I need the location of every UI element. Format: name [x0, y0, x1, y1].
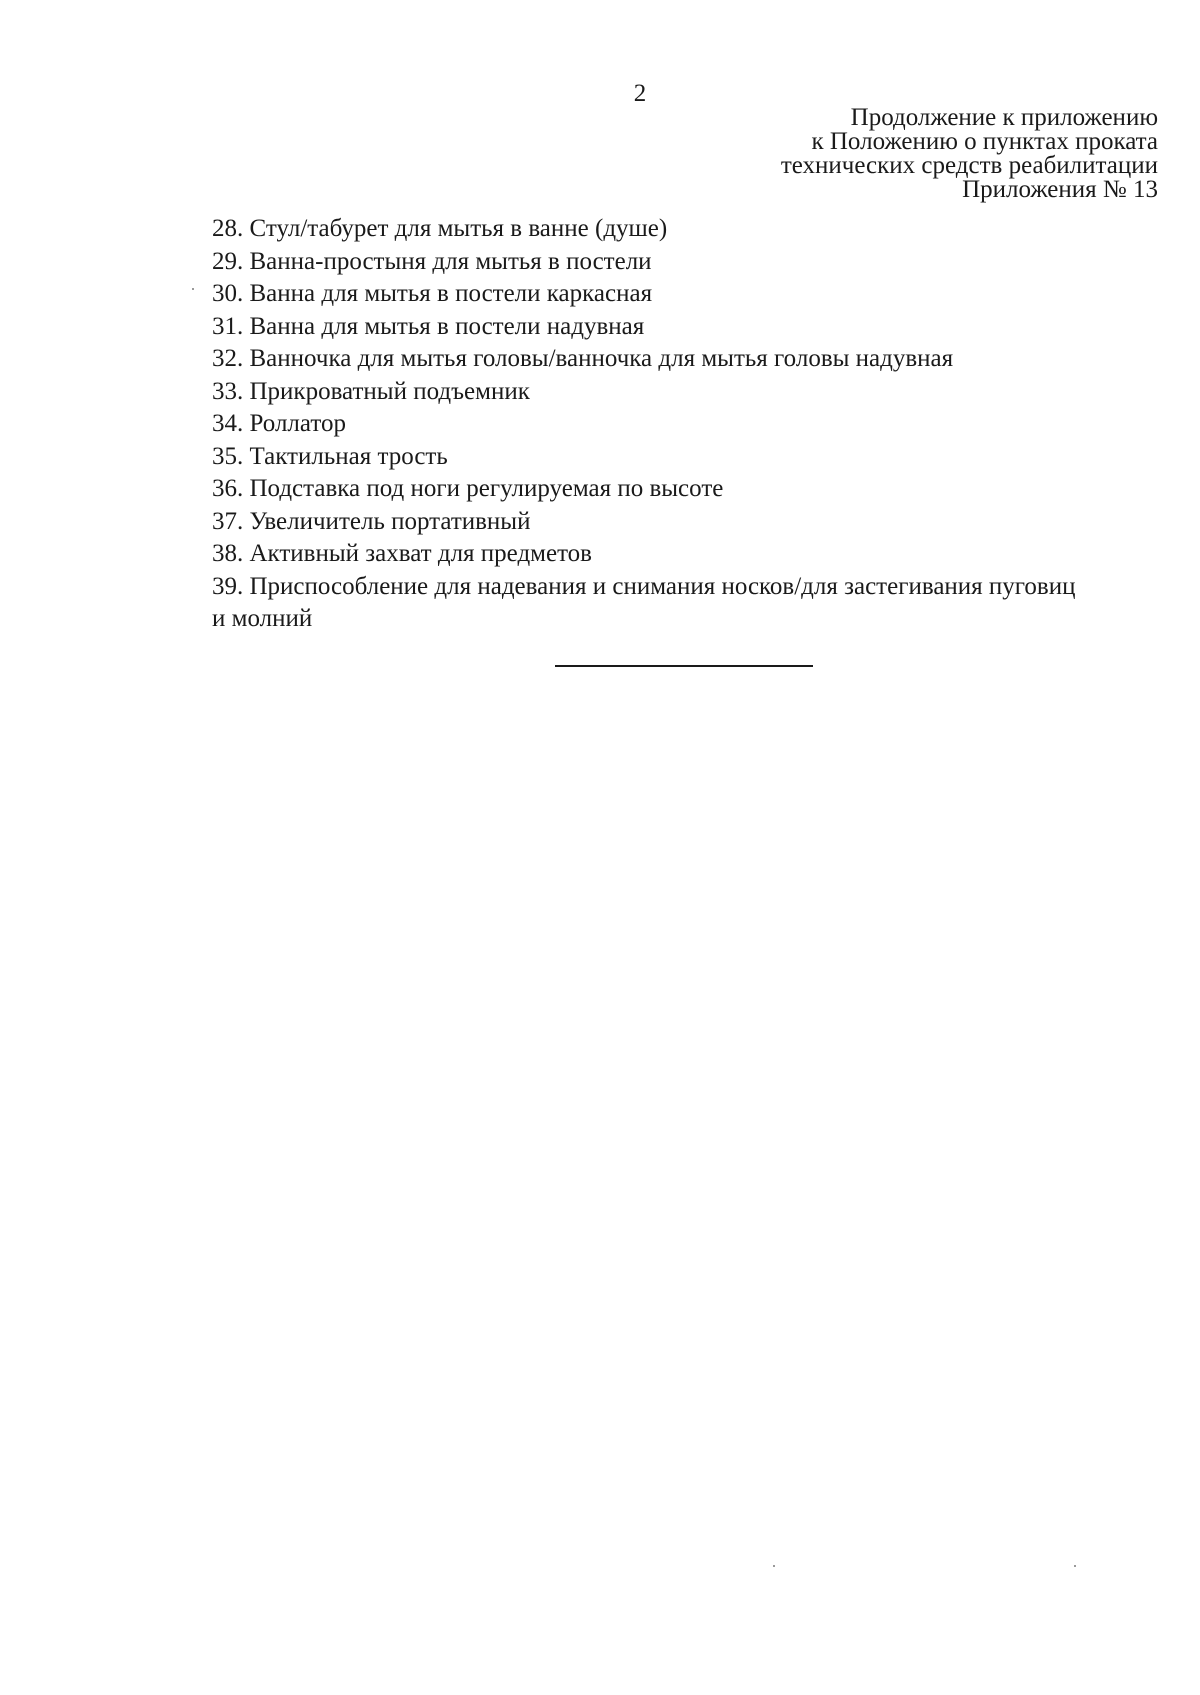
list-item: 31. Ванна для мытья в постели надувная	[212, 312, 645, 340]
list-item: 38. Активный захват для предметов	[212, 540, 592, 567]
header-line-rehab-means: технических средств реабилитации	[780, 152, 1158, 179]
list-item: 30. Ванна для мытья в постели каркасная	[212, 280, 653, 307]
scan-speck	[1074, 1565, 1076, 1567]
equipment-list	[212, 213, 1112, 636]
list-item: 37. Увеличитель портативный	[212, 507, 531, 535]
header-line-appendix-number: Приложения № 13	[962, 176, 1158, 203]
list-item: 33. Прикроватный подъемник	[212, 377, 530, 405]
appendix-header	[558, 106, 1158, 202]
list-item: 36. Подставка под ноги регулируемая по высоте	[212, 475, 724, 502]
header-line-continuation: Продолжение к приложению	[850, 104, 1158, 131]
header-line-regulation: к Положению о пунктах проката	[811, 128, 1158, 155]
scan-speck	[192, 288, 194, 290]
end-of-list-rule	[555, 665, 813, 667]
list-item: 32. Ванночка для мытья головы/ванночка для мытья головы надувная	[212, 345, 954, 372]
list-item: 29. Ванна-простыня для мытья в постели	[212, 247, 652, 275]
page-number: 2	[633, 80, 647, 107]
list-item: 34. Роллатор	[212, 410, 346, 437]
list-item: 39. Приспособление для надевания и снимания носков/для застегивания пуговиц и молний	[212, 572, 1076, 632]
list-item: 28. Стул/табурет для мытья в ванне (душе)	[212, 215, 668, 242]
list-item: 35. Тактильная трость	[212, 442, 448, 470]
scan-speck	[773, 1565, 775, 1567]
